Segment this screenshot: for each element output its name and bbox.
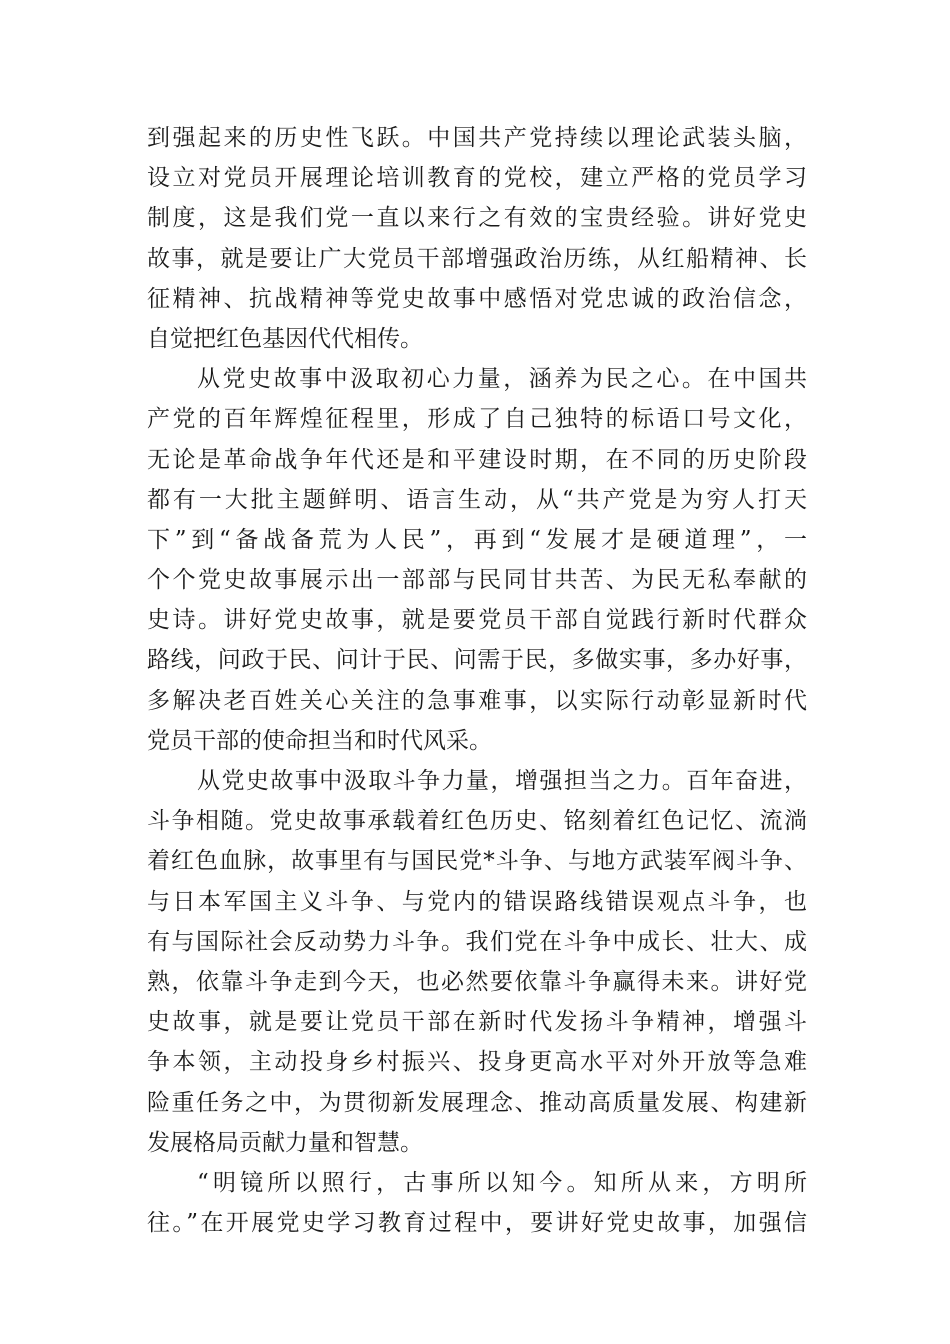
text-line: 自觉把红色基因代代相传。: [147, 325, 423, 352]
text-line: 制度，这是我们党一直以来行之有效的宝贵经验。讲好党史: [147, 205, 807, 232]
paragraph-start-line: 从党史故事中汲取初心力量，涵养为民之心。在中国共: [197, 366, 807, 393]
paragraph-start-line: 从党史故事中汲取斗争力量，增强担当之力。百年奋进，: [197, 768, 807, 794]
text-line: 下”到“备战备荒为人民”，再到“发展才是硬道理”，一: [147, 526, 807, 553]
text-line: 无论是革命战争年代还是和平建设时期，在不同的历史阶段: [147, 446, 807, 473]
text-line: 险重任务之中，为贯彻新发展理念、推动高质量发展、构建新: [147, 1089, 807, 1116]
text-line: 都有一大批主题鲜明、语言生动，从“共产党是为穷人打天: [147, 486, 807, 513]
text-line: 熟，依靠斗争走到今天，也必然要依靠斗争赢得未来。讲好党: [147, 968, 807, 995]
text-line: 有与国际社会反动势力斗争。我们党在斗争中成长、壮大、成: [147, 928, 807, 955]
text-line: 故事，就是要让广大党员干部增强政治历练，从红船精神、长: [147, 245, 807, 272]
text-line: 往。”在开展党史学习教育过程中，要讲好党史故事，加强信: [147, 1210, 807, 1237]
text-line: 到强起来的历史性飞跃。中国共产党持续以理论武装头脑，: [147, 125, 807, 151]
text-line: 征精神、抗战精神等党史故事中感悟对党忠诚的政治信念，: [147, 285, 807, 312]
text-line: 争本领，主动投身乡村振兴、投身更高水平对外开放等急难: [147, 1049, 807, 1076]
text-line: 着红色血脉，故事里有与国民党*斗争、与地方武装军阀斗争、: [147, 848, 807, 875]
body-text: [147, 118, 807, 1243]
text-line: 多解决老百姓关心关注的急事难事，以实际行动彰显新时代: [147, 687, 807, 714]
text-line: 产党的百年辉煌征程里，形成了自己独特的标语口号文化，: [147, 406, 807, 433]
text-line: 斗争相随。党史故事承载着红色历史、铭刻着红色记忆、流淌: [147, 808, 807, 835]
text-line: 发展格局贡献力量和智慧。: [147, 1129, 423, 1156]
text-line: 与日本军国主义斗争、与党内的错误路线错误观点斗争，也: [147, 888, 807, 915]
text-line: 个个党史故事展示出一部部与民同甘共苦、为民无私奉献的: [147, 567, 807, 594]
paragraph-start-line: “明镜所以照行，古事所以知今。知所从来，方明所: [197, 1169, 807, 1196]
text-line: 史诗。讲好党史故事，就是要党员干部自觉践行新时代群众: [147, 607, 807, 634]
text-line: 路线，问政于民、问计于民、问需于民，多做实事，多办好事，: [147, 647, 807, 674]
text-line: 党员干部的使命担当和时代风采。: [147, 727, 492, 754]
text-line: 史故事，就是要让党员干部在新时代发扬斗争精神，增强斗: [147, 1009, 807, 1036]
text-line: 设立对党员开展理论培训教育的党校，建立严格的党员学习: [147, 165, 807, 192]
